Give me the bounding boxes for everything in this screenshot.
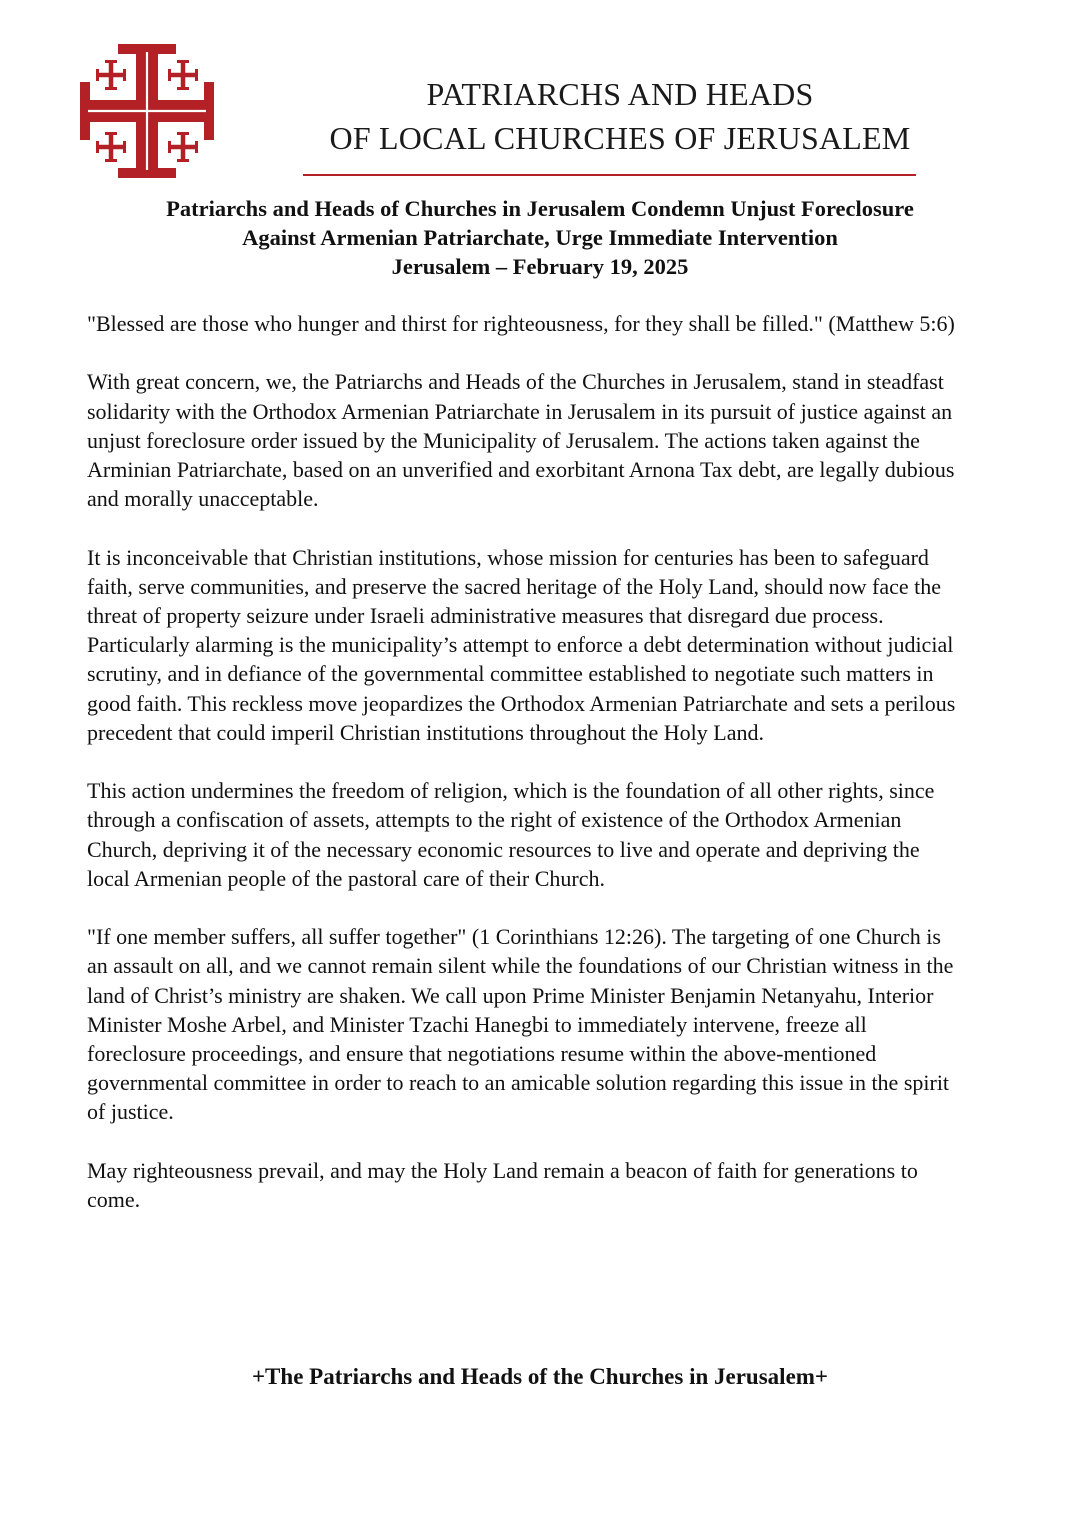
dateline: Jerusalem – February 19, 2025 [391, 254, 689, 279]
statement-body [87, 309, 967, 1243]
paragraph-call-to-action: "If one member suffers, all suffer together" (1 Corinthians 12:26). The targeting of one Church is an assault on all, and we cannot remain silent while the foundations of our Christian witness in the land of Christ’s ministry are shaken. We call upon Prime Minister Benjamin Netanyahu, Interior Minister Moshe Arbel, and Minister Tzachi Hanegbi to immediately intervene, freeze all foreclosure proceedings, and ensure that negotiations resume within the above-mentioned governmental committee in order to reach to an amicable solution regarding this issue in the spirit of justice. [87, 924, 954, 1125]
paragraph-freedom-of-religion: This action undermines the freedom of religion, which is the foundation of all other rights, since through a confiscation of assets, attempts to the right of existence of the Orthodox Armenian Church, depriving it of the necessary economic resources to live and operate and depriving the local Armenian people of the pastoral care of their Church. [87, 778, 935, 891]
header-divider [303, 174, 916, 176]
paragraph-closing: May righteousness prevail, and may the Holy Land remain a beacon of faith for generations to come. [87, 1157, 918, 1213]
signature: +The Patriarchs and Heads of the Churches in Jerusalem+ [251, 1364, 829, 1389]
paragraph-concern: With great concern, we, the Patriarchs and Heads of the Churches in Jerusalem, stand in steadfast solidarity with the Orthodox Armenian Patriarchate in Jerusalem in its pursuit of justice against an unjust foreclosure order issued by the Municipality of Jerusalem. The actions taken against the Arminian Patriarchate, based on an unverified and exorbitant Arnona Tax debt, are legally dubious and morally unacceptable. [87, 369, 955, 512]
headline-line1: Patriarchs and Heads of Churches in Jerusalem Condemn Unjust Foreclosure [166, 196, 914, 221]
headline-line2: Against Armenian Patriarchate, Urge Immediate Intervention [242, 225, 838, 250]
org-title-line1: PATRIARCHS AND HEADS [426, 76, 814, 112]
press-release-headline [40, 194, 1040, 281]
org-title [290, 72, 950, 160]
jerusalem-cross-icon [78, 42, 216, 180]
paragraph-inconceivable: It is inconceivable that Christian institutions, whose mission for centuries has been to safeguard faith, serve communities, and preserve the sacred heritage of the Holy Land, should now face the threat of property seizure under Israeli administrative measures that disregard due process. Particularly alarming is the municipality’s attempt to enforce a debt determination without judicial scrutiny, and in defiance of the governmental committee established to negotiate such matters in good faith. This reckless move jeopardizes the Orthodox Armenian Patriarchate and sets a perilous precedent that could imperil Christian institutions throughout the Holy Land. [87, 544, 956, 745]
paragraph-scripture-quote: "Blessed are those who hunger and thirst for righteousness, for they shall be filled." (Matthew 5:6) [87, 311, 955, 336]
org-title-line2: OF LOCAL CHURCHES OF JERUSALEM [329, 120, 911, 156]
